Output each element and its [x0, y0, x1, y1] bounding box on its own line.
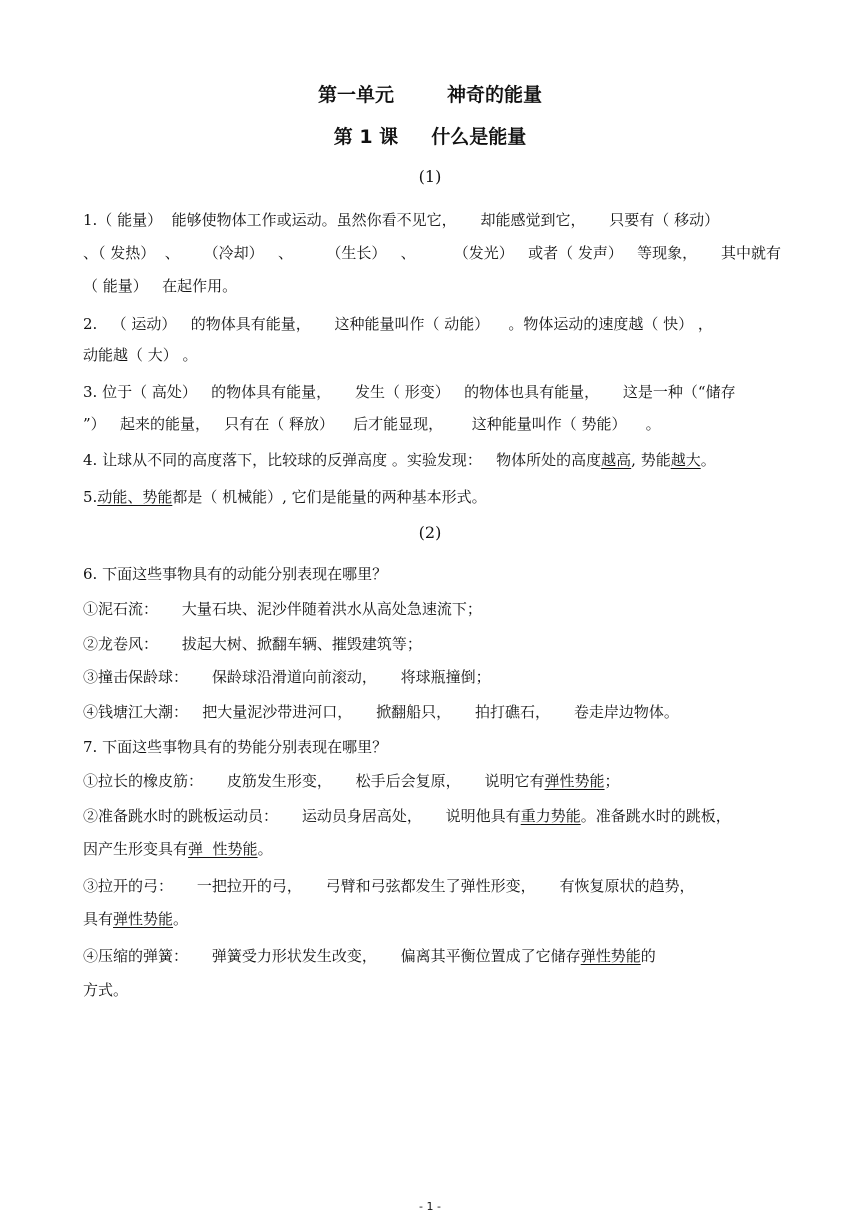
text-run: 。	[700, 451, 716, 469]
text-run: 具有	[83, 910, 114, 928]
text-line	[83, 737, 387, 757]
text-run: 。	[173, 910, 189, 928]
text-run: 动能越（ 大） 。	[83, 346, 198, 364]
text-run: ①拉长的橡皮筋： 皮筋发生形变， 松手后会复原， 说明它有	[83, 772, 545, 790]
text-line	[83, 946, 656, 966]
text-line	[83, 771, 620, 791]
text-line	[83, 414, 661, 434]
text-line	[83, 634, 422, 654]
text-run: ”） 起来的能量， 只有在（ 释放） 后才能显现， 这种能量叫作（ 势能） 。	[83, 415, 661, 433]
answer-underlined: 越高	[601, 451, 632, 469]
text-line	[83, 980, 128, 1000]
unit-title: 第一单元 神奇的能量	[318, 84, 542, 106]
text-line	[83, 909, 188, 929]
text-line	[83, 599, 482, 619]
text-run: ④压缩的弹簧： 弹簧受力形状发生改变， 偏离其平衡位置成了它储存	[83, 947, 581, 965]
text-run: 都是（ 机械能）, 它们是能量的两种基本形式。	[172, 488, 487, 506]
text-line	[83, 806, 731, 826]
answer-underlined: 弹性势能	[580, 947, 641, 965]
text-line	[83, 876, 695, 896]
text-run: 。	[257, 840, 273, 858]
text-line	[83, 243, 781, 263]
section-2-heading: (2)	[418, 523, 442, 542]
text-line	[83, 314, 713, 334]
text-line	[83, 210, 719, 230]
text-line	[83, 276, 237, 296]
text-line	[83, 382, 736, 402]
section-1-heading: (1)	[418, 167, 442, 186]
answer-underlined: 越大	[670, 451, 701, 469]
page-number: - 1 -	[419, 1200, 441, 1213]
text-run: 、（ 发热） 、 （冷却） 、 （生长） 、 （发光） 或者（ 发声） 等现象， 其中就有	[83, 244, 781, 262]
text-line	[83, 702, 679, 722]
text-run: 7. 下面这些事物具有的势能分别表现在哪里？	[83, 738, 388, 756]
text-run: 6. 下面这些事物具有的动能分别表现在哪里？	[83, 565, 388, 583]
text-run: ①泥石流： 大量石块、泥沙伴随着洪水从高处急速流下；	[83, 600, 482, 618]
answer-underlined: 重力势能	[520, 807, 581, 825]
text-run: 5.	[83, 488, 98, 506]
text-run: ②准备跳水时的跳板运动员： 运动员身居高处， 说明他具有	[83, 807, 521, 825]
text-line	[83, 667, 491, 687]
text-run: （ 能量） 在起作用。	[83, 277, 238, 295]
text-line	[83, 839, 273, 859]
text-line	[83, 487, 487, 507]
text-run: 方式。	[83, 981, 129, 999]
text-run: 3. 位于（ 高处） 的物体具有能量， 发生（ 形变） 的物体也具有能量， 这是一种（“储存	[83, 383, 736, 401]
text-run: 2. （ 运动） 的物体具有能量， 这种能量叫作（ 动能） 。物体运动的速度越（ 快） ，	[83, 315, 713, 333]
answer-underlined: 弹性势能	[113, 910, 174, 928]
text-run: ④钱塘江大潮： 把大量泥沙带进河口， 掀翻船只， 拍打礁石， 卷走岸边物体。	[83, 703, 679, 721]
text-run: 的	[640, 947, 656, 965]
text-run: 。准备跳水时的跳板，	[580, 807, 731, 825]
text-run: ；	[604, 772, 620, 790]
text-run: ③拉开的弓： 一把拉开的弓， 弓臂和弓弦都发生了弹性形变， 有恢复原状的趋势，	[83, 877, 695, 895]
text-line	[83, 450, 716, 470]
text-run: 因产生形变具有	[83, 840, 189, 858]
answer-underlined: 弹 性势能	[188, 840, 258, 858]
answer-underlined: 弹性势能	[544, 772, 605, 790]
text-run: ③撞击保龄球： 保龄球沿滑道向前滚动， 将球瓶撞倒；	[83, 668, 491, 686]
text-line	[83, 345, 198, 365]
text-run: 1.（ 能量） 能够使物体工作或运动。虽然你看不见它， 却能感觉到它， 只要有（ 移动）	[83, 211, 720, 229]
answer-underlined: 动能、势能	[97, 488, 173, 506]
lesson-title: 第 1 课 什么是能量	[333, 126, 527, 148]
text-run: ②龙卷风： 拔起大树、掀翻车辆、摧毁建筑等；	[83, 635, 422, 653]
text-line	[83, 564, 387, 584]
text-run: 4. 让球从不同的高度落下，比较球的反弹高度 。实验发现： 物体所处的高度	[83, 451, 602, 469]
text-run: , 势能	[631, 451, 671, 469]
